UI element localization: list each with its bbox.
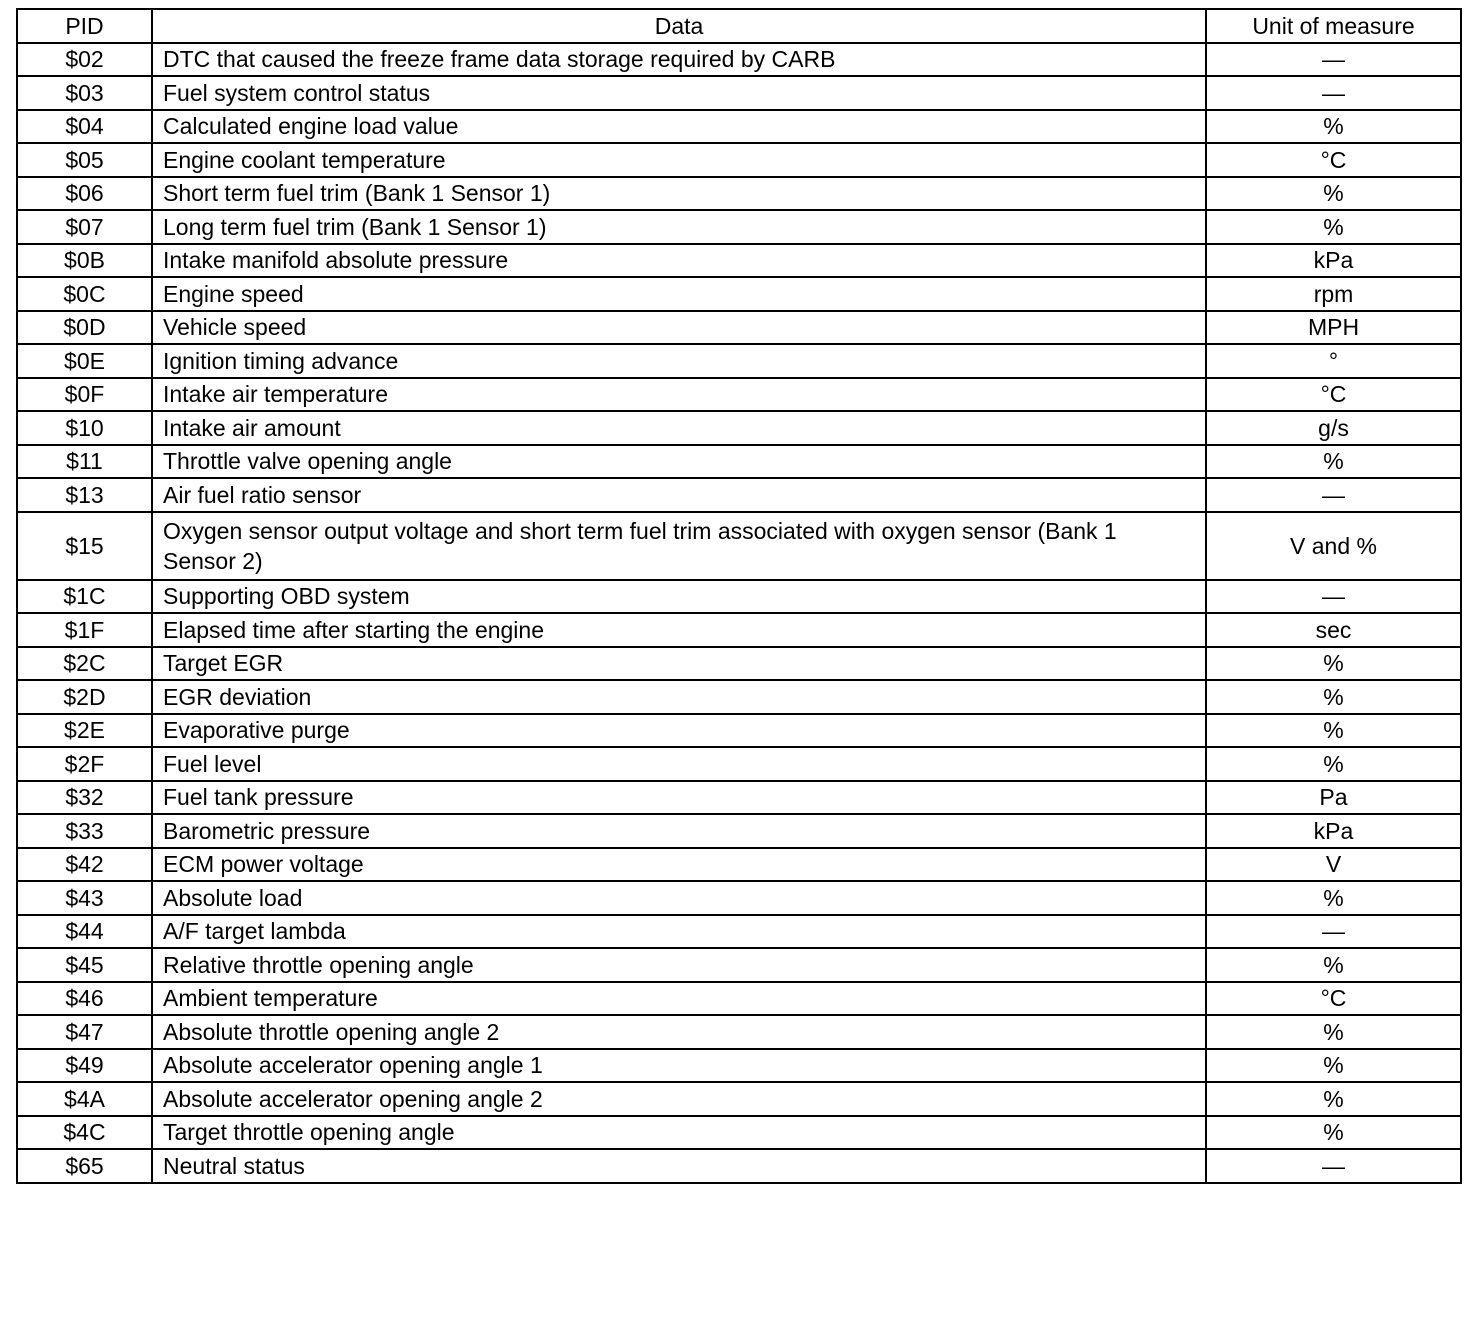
unit-cell: % <box>1206 110 1461 144</box>
unit-cell: MPH <box>1206 311 1461 345</box>
table-row <box>17 311 1461 345</box>
table-row <box>17 1082 1461 1116</box>
table-row <box>17 747 1461 781</box>
table-header <box>17 9 1461 43</box>
table-row <box>17 647 1461 681</box>
table-row <box>17 411 1461 445</box>
data-cell: Barometric pressure <box>152 814 1206 848</box>
table-row <box>17 982 1461 1016</box>
data-cell: Vehicle speed <box>152 311 1206 345</box>
data-cell: Short term fuel trim (Bank 1 Sensor 1) <box>152 177 1206 211</box>
pid-cell: $10 <box>17 411 152 445</box>
table-row <box>17 781 1461 815</box>
pid-cell: $11 <box>17 445 152 479</box>
data-cell: Relative throttle opening angle <box>152 948 1206 982</box>
pid-cell: $1F <box>17 613 152 647</box>
unit-cell: sec <box>1206 613 1461 647</box>
data-cell: Supporting OBD system <box>152 580 1206 614</box>
unit-cell: % <box>1206 1049 1461 1083</box>
data-cell: Fuel level <box>152 747 1206 781</box>
pid-cell: $43 <box>17 881 152 915</box>
table-row <box>17 177 1461 211</box>
pid-cell: $33 <box>17 814 152 848</box>
pid-cell: $0F <box>17 378 152 412</box>
table-row <box>17 143 1461 177</box>
data-cell: Long term fuel trim (Bank 1 Sensor 1) <box>152 210 1206 244</box>
table-row <box>17 915 1461 949</box>
table-row <box>17 43 1461 77</box>
data-cell: Ignition timing advance <box>152 344 1206 378</box>
data-cell: Engine coolant temperature <box>152 143 1206 177</box>
pid-cell: $05 <box>17 143 152 177</box>
unit-cell: °C <box>1206 378 1461 412</box>
unit-cell: — <box>1206 478 1461 512</box>
data-cell: Absolute accelerator opening angle 1 <box>152 1049 1206 1083</box>
pid-cell: $0C <box>17 277 152 311</box>
unit-cell: % <box>1206 1082 1461 1116</box>
unit-cell: % <box>1206 747 1461 781</box>
unit-cell: — <box>1206 1149 1461 1183</box>
table-row <box>17 580 1461 614</box>
pid-cell: $13 <box>17 478 152 512</box>
unit-cell: ° <box>1206 344 1461 378</box>
data-cell: A/F target lambda <box>152 915 1206 949</box>
pid-cell: $47 <box>17 1015 152 1049</box>
pid-cell: $0B <box>17 244 152 278</box>
table-row <box>17 848 1461 882</box>
pid-cell: $06 <box>17 177 152 211</box>
data-cell: Absolute accelerator opening angle 2 <box>152 1082 1206 1116</box>
data-cell: Fuel tank pressure <box>152 781 1206 815</box>
unit-cell: % <box>1206 1116 1461 1150</box>
table-row <box>17 344 1461 378</box>
data-cell: Air fuel ratio sensor <box>152 478 1206 512</box>
pid-cell: $03 <box>17 76 152 110</box>
table-row <box>17 714 1461 748</box>
data-cell: EGR deviation <box>152 680 1206 714</box>
data-cell: Calculated engine load value <box>152 110 1206 144</box>
table-body <box>17 43 1461 1183</box>
table-row <box>17 210 1461 244</box>
unit-cell: kPa <box>1206 814 1461 848</box>
data-cell: Intake manifold absolute pressure <box>152 244 1206 278</box>
data-cell: Throttle valve opening angle <box>152 445 1206 479</box>
pid-cell: $2C <box>17 647 152 681</box>
table-row <box>17 445 1461 479</box>
pid-cell: $02 <box>17 43 152 77</box>
pid-cell: $4A <box>17 1082 152 1116</box>
unit-cell: — <box>1206 76 1461 110</box>
data-cell: Oxygen sensor output voltage and short term fuel trim associated with oxygen sensor (Bank 1 Sensor 2) <box>152 512 1206 580</box>
pid-cell: $32 <box>17 781 152 815</box>
unit-cell: % <box>1206 1015 1461 1049</box>
pid-cell: $0D <box>17 311 152 345</box>
unit-cell: % <box>1206 714 1461 748</box>
pid-cell: $46 <box>17 982 152 1016</box>
unit-cell: % <box>1206 948 1461 982</box>
data-cell: ECM power voltage <box>152 848 1206 882</box>
table-row <box>17 378 1461 412</box>
table-row <box>17 1049 1461 1083</box>
unit-cell: °C <box>1206 143 1461 177</box>
table-row <box>17 948 1461 982</box>
header-data: Data <box>152 9 1206 43</box>
pid-cell: $44 <box>17 915 152 949</box>
pid-cell: $1C <box>17 580 152 614</box>
unit-cell: % <box>1206 647 1461 681</box>
pid-cell: $4C <box>17 1116 152 1150</box>
unit-cell: % <box>1206 210 1461 244</box>
data-cell: Engine speed <box>152 277 1206 311</box>
pid-cell: $07 <box>17 210 152 244</box>
table-row <box>17 1149 1461 1183</box>
data-cell: Elapsed time after starting the engine <box>152 613 1206 647</box>
pid-cell: $65 <box>17 1149 152 1183</box>
data-cell: Intake air amount <box>152 411 1206 445</box>
pid-cell: $45 <box>17 948 152 982</box>
pid-cell: $04 <box>17 110 152 144</box>
pid-cell: $15 <box>17 512 152 580</box>
data-cell: Intake air temperature <box>152 378 1206 412</box>
data-cell: Fuel system control status <box>152 76 1206 110</box>
pid-cell: $2F <box>17 747 152 781</box>
data-cell: Absolute load <box>152 881 1206 915</box>
unit-cell: Pa <box>1206 781 1461 815</box>
data-cell: Absolute throttle opening angle 2 <box>152 1015 1206 1049</box>
pid-cell: $42 <box>17 848 152 882</box>
unit-cell: — <box>1206 580 1461 614</box>
table-row <box>17 881 1461 915</box>
unit-cell: rpm <box>1206 277 1461 311</box>
table-row <box>17 814 1461 848</box>
data-cell: Neutral status <box>152 1149 1206 1183</box>
unit-cell: — <box>1206 43 1461 77</box>
unit-cell: — <box>1206 915 1461 949</box>
pid-cell: $2E <box>17 714 152 748</box>
table-row <box>17 478 1461 512</box>
unit-cell: °C <box>1206 982 1461 1016</box>
table-row <box>17 680 1461 714</box>
table-row <box>17 110 1461 144</box>
pid-cell: $0E <box>17 344 152 378</box>
table-row <box>17 1015 1461 1049</box>
unit-cell: % <box>1206 680 1461 714</box>
header-unit: Unit of measure <box>1206 9 1461 43</box>
data-cell: Target EGR <box>152 647 1206 681</box>
pid-cell: $2D <box>17 680 152 714</box>
data-cell: Ambient temperature <box>152 982 1206 1016</box>
pid-data-table <box>16 8 1462 1184</box>
unit-cell: % <box>1206 177 1461 211</box>
data-cell: DTC that caused the freeze frame data storage required by CARB <box>152 43 1206 77</box>
table-row <box>17 613 1461 647</box>
data-cell: Target throttle opening angle <box>152 1116 1206 1150</box>
data-cell: Evaporative purge <box>152 714 1206 748</box>
unit-cell: V and % <box>1206 512 1461 580</box>
unit-cell: % <box>1206 881 1461 915</box>
table-row <box>17 76 1461 110</box>
table-row <box>17 277 1461 311</box>
table-header-row <box>17 9 1461 43</box>
table-row <box>17 244 1461 278</box>
table-row <box>17 1116 1461 1150</box>
unit-cell: kPa <box>1206 244 1461 278</box>
unit-cell: % <box>1206 445 1461 479</box>
unit-cell: g/s <box>1206 411 1461 445</box>
header-pid: PID <box>17 9 152 43</box>
pid-cell: $49 <box>17 1049 152 1083</box>
table-row <box>17 512 1461 580</box>
unit-cell: V <box>1206 848 1461 882</box>
